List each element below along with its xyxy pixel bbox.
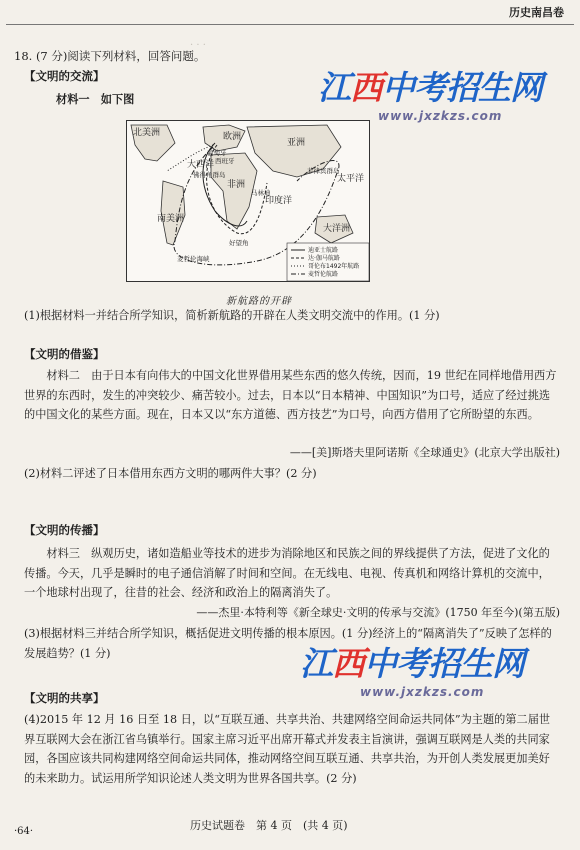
map-label-atlantic: 大西洋 bbox=[187, 160, 215, 170]
material-3-source: ——杰里·本特利等《新全球史·文明的传承与交流》(1750 年至今)(第五版) bbox=[196, 606, 560, 619]
map-label-africa: 非洲 bbox=[227, 180, 246, 190]
question-4: (4)2015 年 12 月 16 日至 18 日，以“互联互通、共享共治、共建网络空间命运共同体”为主题的第二届世界互联网大会在浙江省乌镇举行。国家主席习近平出席开幕式并发表主旨演讲，强调互联网是人类的共同家园，各国应该共同构建网络空间命运共同体，推动网络空间互联互通、共享共治，为开创人类发展更加美好的未来助力。试运用所学知识论述人类文明为世界各国共享。(2 分) bbox=[24, 713, 551, 785]
map-label-portugal: 葡萄牙 bbox=[207, 149, 227, 157]
material-3: 材料三 纵观历史，诸如造船业等技术的进步为消除地区和民族之间的界线提供了方法，促进了文化的传播。今天，几乎是瞬时的电子通信消解了时间和空间。在无线电、电视、传真机和网络计算机的交流中，一个地球村出现了，往昔的社会、经济和政治上的隔离消失了。 bbox=[24, 547, 550, 599]
watermark-url-2: www.jxzkzs.com bbox=[360, 685, 485, 699]
question-2: (2)材料二评述了日本借用东西方文明的哪两件大事？(2 分) bbox=[24, 467, 317, 480]
map-label-philippines: 菲律宾群岛 bbox=[307, 167, 340, 175]
map-label-indian-ocean: 印度洋 bbox=[265, 196, 293, 206]
section-exchange-title: 【文明的交流】 bbox=[24, 69, 105, 83]
map-label-pacific: 太平洋 bbox=[337, 174, 365, 184]
subject-header: 历史南昌卷 bbox=[509, 6, 564, 19]
watermark-brand: 江西中考招生网 bbox=[318, 68, 542, 107]
question-3: (3)根据材料三并结合所学知识，概括促进文明传播的根本原因。(1 分)经济上的“隔离消失了”反映了怎样的发展趋势？(1 分) bbox=[24, 627, 552, 660]
legend-label-magellan: 麦哲伦航路 bbox=[308, 271, 339, 278]
section-share-title: 【文明的共享】 bbox=[24, 691, 105, 705]
map-label-south-america: 南美洲 bbox=[157, 214, 185, 224]
map-legend bbox=[287, 243, 369, 281]
legend-label-columbus: 哥伦布1492年航路 bbox=[308, 263, 360, 270]
south-america-shape bbox=[161, 181, 185, 245]
bleed-through-text: · · · bbox=[190, 40, 206, 51]
legend-label-dias: 迪亚士航路 bbox=[308, 247, 339, 254]
page-footer: 历史试题卷 第 4 页 (共 4 页) bbox=[190, 819, 348, 832]
map-label-malindi: 马林迪 bbox=[251, 189, 271, 197]
map-label-north-america: 北美洲 bbox=[133, 128, 161, 138]
material-2: 材料二 由于日本有向伟大的中国文化世界借用某些东西的悠久传统，因而，19 世纪在同样地借用西方世界的东西时，发生的冲突较少、痛苦较小。过去，日本以“日本精神、中国知识”为口号，适应了经过挑选的中国文化的某些方面。现在，日本又以“东方道德、西方技艺”为口号，向西方借用了它所盼望的东西。 bbox=[24, 369, 557, 421]
page-number: ·64· bbox=[14, 826, 34, 837]
question-1: (1)根据材料一并结合所学知识，简析新航路的开辟在人类文明交流中的作用。(1 分) bbox=[24, 309, 440, 322]
question-heading: 18. (7 分)阅读下列材料，回答问题。 bbox=[14, 49, 206, 63]
watermark-top bbox=[318, 62, 542, 123]
map-label-oceania: 大洋洲 bbox=[323, 224, 351, 234]
map-label-europe: 欧洲 bbox=[223, 132, 242, 142]
watermark-url: www.jxzkzs.com bbox=[378, 109, 503, 123]
header-divider bbox=[6, 24, 574, 25]
section-borrow-title: 【文明的借鉴】 bbox=[24, 347, 105, 361]
material-2-source: ——[美]斯塔夫里阿诺斯《全球通史》(北京大学出版社) bbox=[289, 446, 560, 459]
map-label-magellan-strait: 麦哲伦海峡 bbox=[177, 255, 210, 263]
map-label-asia: 亚洲 bbox=[287, 138, 306, 148]
watermark-bottom bbox=[300, 638, 524, 699]
map-svg bbox=[127, 121, 370, 282]
map-caption: 新航路的开辟 bbox=[226, 296, 292, 307]
material1-label: 材料一 如下图 bbox=[56, 92, 135, 106]
map-label-cape-verde: 佛得角群岛 bbox=[193, 171, 226, 179]
watermark-brand-2: 江西中考招生网 bbox=[300, 644, 524, 683]
new-sea-routes-map bbox=[126, 120, 370, 282]
section-spread-title: 【文明的传播】 bbox=[24, 523, 105, 537]
map-label-spain: 西班牙 bbox=[215, 157, 235, 165]
legend-label-gama: 达·伽马航路 bbox=[308, 255, 340, 262]
map-label-cape-good-hope: 好望角 bbox=[229, 239, 249, 247]
